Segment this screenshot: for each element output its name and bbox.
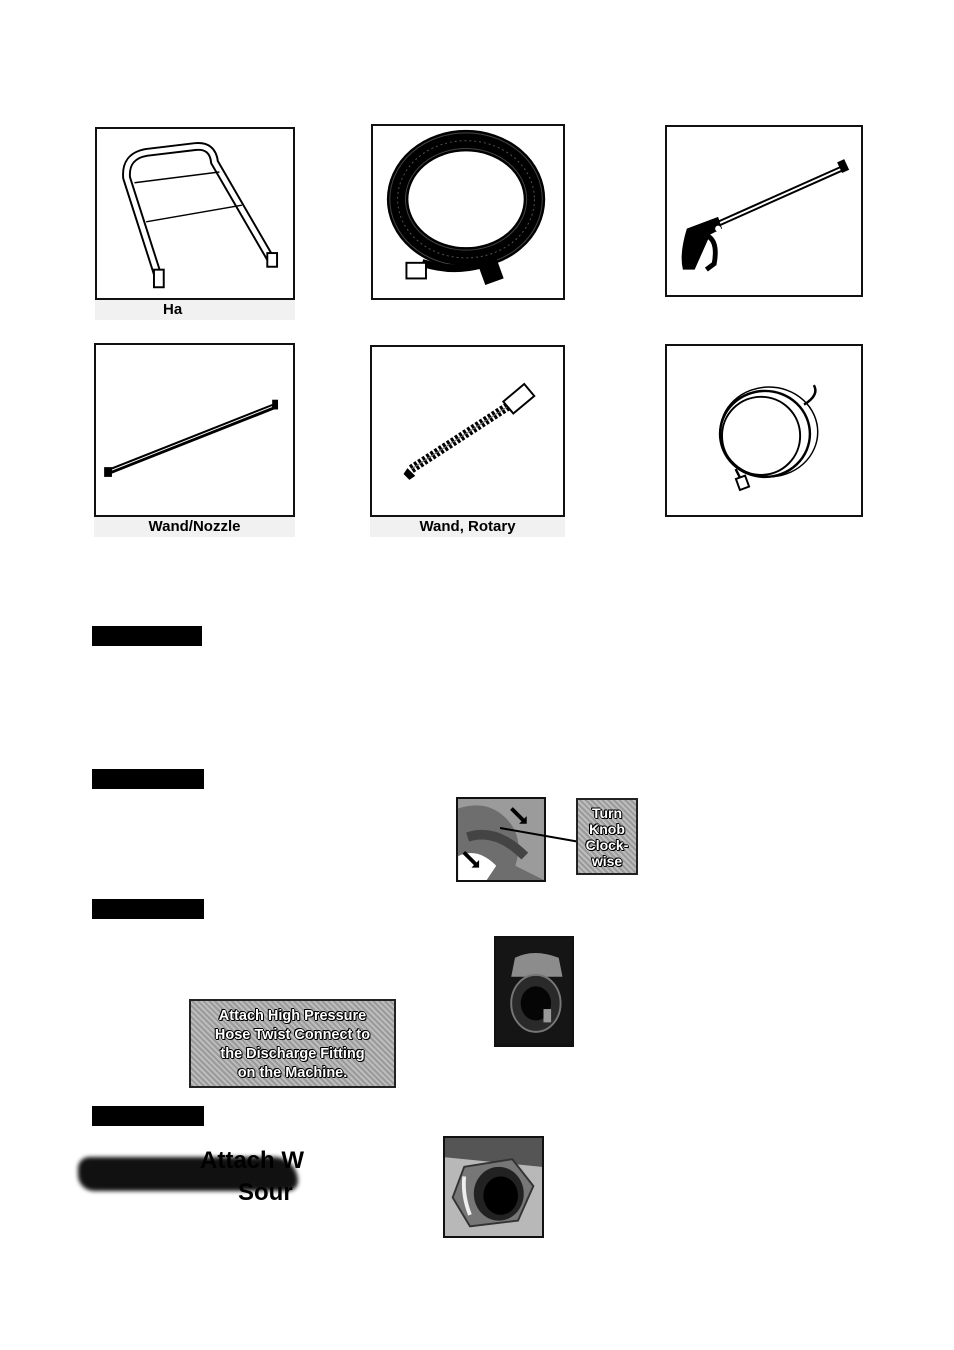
wand-icon <box>96 345 293 515</box>
small-hose-part-box <box>665 344 863 517</box>
hose-part-box <box>371 124 565 300</box>
turn-knob-label-line-1: Turn <box>591 805 623 821</box>
water-inlet-image <box>445 1138 542 1236</box>
spray-gun-icon <box>667 127 861 295</box>
attach-hose-line-2: Hose Twist Connect to <box>214 1027 371 1043</box>
wand-nozzle-part-box <box>94 343 295 517</box>
rotary-wand-icon <box>372 347 563 515</box>
gun-part-box <box>665 125 863 297</box>
attach-water-line-1: Attach W <box>200 1147 304 1174</box>
turn-knob-label-line-3: Clock- <box>585 837 629 853</box>
handle-part-box <box>95 127 295 300</box>
attach-water-label <box>78 1145 328 1207</box>
handle-frame-icon <box>97 129 293 298</box>
section-heading-bar-3 <box>92 899 204 919</box>
attach-hose-line-3: the Discharge Fitting <box>220 1046 365 1062</box>
attach-water-line-2: Sour <box>238 1179 293 1206</box>
handle-caption: Ha <box>95 300 295 320</box>
discharge-fitting-photo <box>494 936 574 1047</box>
wand-nozzle-caption: Wand/Nozzle <box>94 517 295 537</box>
attach-hose-label <box>189 999 396 1088</box>
rotary-wand-caption: Wand, Rotary <box>370 517 565 537</box>
coiled-hose-icon <box>373 126 563 298</box>
section-heading-bar-4 <box>92 1106 204 1126</box>
small-hose-icon <box>667 346 861 515</box>
turn-knob-label-line-2: Knob <box>589 821 625 837</box>
water-inlet-photo <box>443 1136 544 1238</box>
discharge-fitting-image <box>496 938 572 1045</box>
section-heading-bar-1 <box>92 626 202 646</box>
attach-hose-line-1: Attach High Pressure <box>218 1008 367 1024</box>
turn-knob-label-line-4: wise <box>591 853 623 869</box>
section-heading-bar-2 <box>92 769 204 789</box>
rotary-wand-part-box <box>370 345 565 517</box>
attach-hose-line-4: on the Machine. <box>237 1065 348 1081</box>
turn-knob-label <box>576 798 638 875</box>
